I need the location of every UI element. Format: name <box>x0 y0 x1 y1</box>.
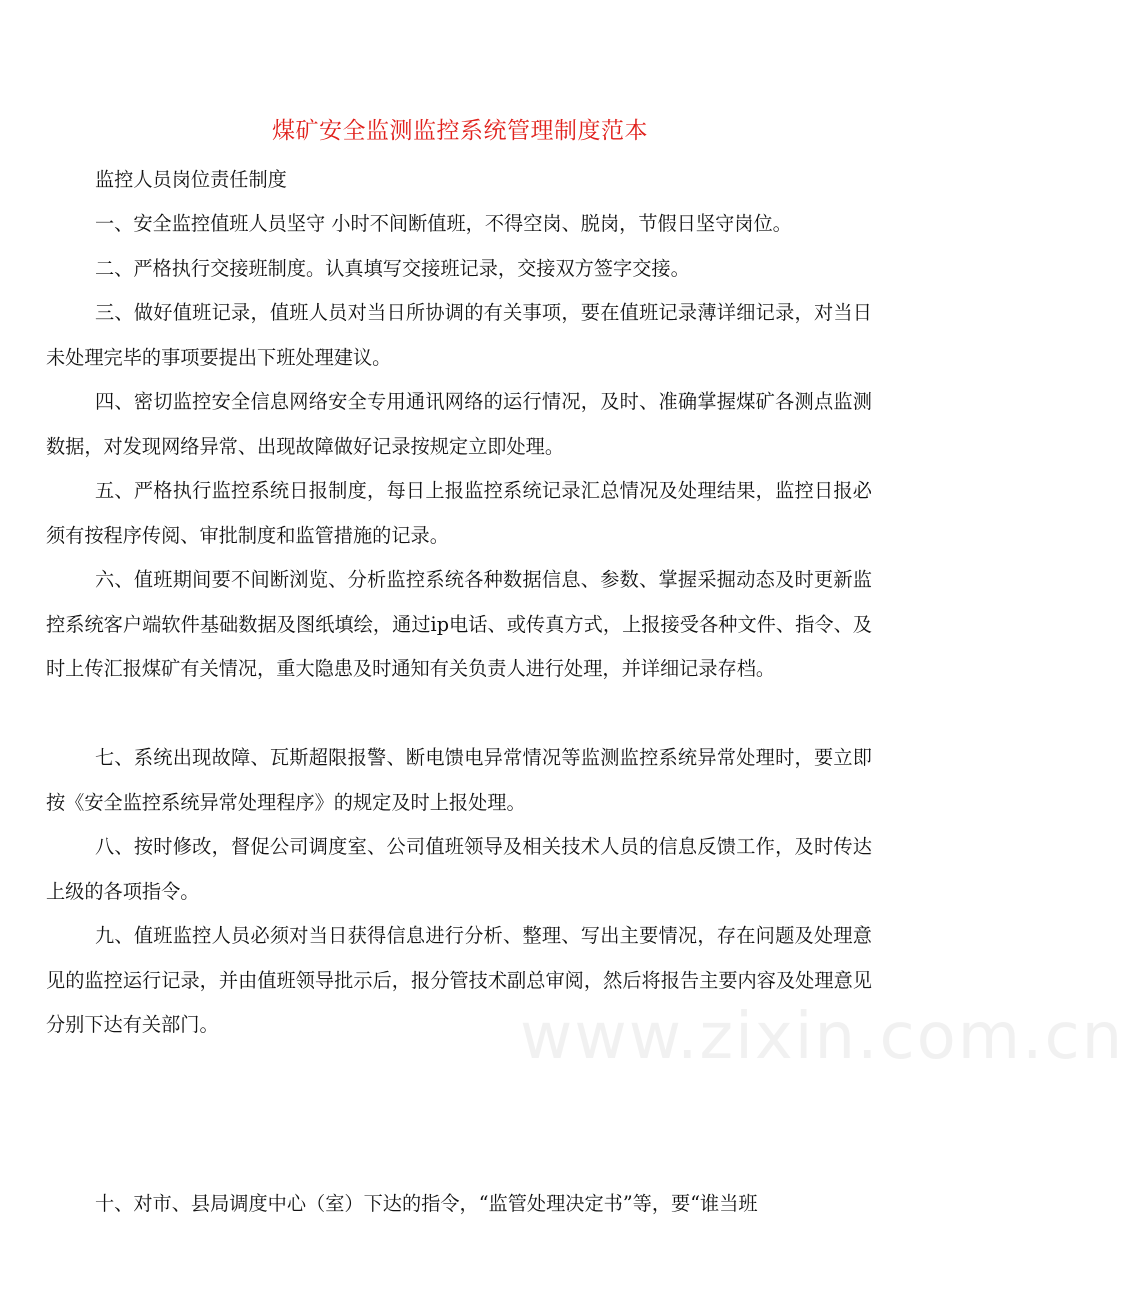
paragraph-5: 五、严格执行监控系统日报制度，每日上报监控系统记录汇总情况及处理结果，监控日报必须有按程序传阅、审批制度和监管措施的记录。 <box>46 479 872 547</box>
watermark: www.zixin.com.cn <box>520 1000 1124 1074</box>
section-heading: 监控人员岗位责任制度 <box>95 168 287 191</box>
paragraph-7: 七、系统出现故障、瓦斯超限报警、断电馈电异常情况等监测监控系统异常处理时，要立即按《安全监控系统异常处理程序》的规定及时上报处理。 <box>46 746 872 814</box>
paragraph-2: 二、严格执行交接班制度。认真填写交接班记录，交接双方签字交接。 <box>95 257 690 280</box>
paragraph-1: 一、安全监控值班人员坚守 小时不间断值班，不得空岗、脱岗，节假日坚守岗位。 <box>95 212 792 235</box>
paragraph-10: 十、对市、县局调度中心（室）下达的指令，“监管处理决定书”等，要“谁当班 <box>95 1192 758 1215</box>
paragraph-4: 四、密切监控安全信息网络安全专用通讯网络的运行情况，及时、准确掌握煤矿各测点监测数据，对发现网络异常、出现故障做好记录按规定立即处理。 <box>46 390 872 458</box>
paragraph-6: 六、值班期间要不间断浏览、分析监控系统各种数据信息、参数、掌握采掘动态及时更新监控系统客户端软件基础数据及图纸填绘，通过ip电话、或传真方式，上报接受各种文件、指令、及时上传汇报煤矿有关情况，重大隐患及时通知有关负责人进行处理，并详细记录存档。 <box>46 568 872 680</box>
paragraph-3: 三、做好值班记录，值班人员对当日所协调的有关事项，要在值班记录薄详细记录，对当日未处理完毕的事项要提出下班处理建议。 <box>46 301 872 369</box>
document-title: 煤矿安全监测监控系统管理制度范本 <box>272 118 648 144</box>
paragraph-9: 九、值班监控人员必须对当日获得信息进行分析、整理、写出主要情况，存在问题及处理意见的监控运行记录，并由值班领导批示后，报分管技术副总审阅，然后将报告主要内容及处理意见分别下达有关部门。 <box>46 924 872 1036</box>
paragraph-8: 八、按时修改，督促公司调度室、公司值班领导及相关技术人员的信息反馈工作，及时传达上级的各项指令。 <box>46 835 872 903</box>
